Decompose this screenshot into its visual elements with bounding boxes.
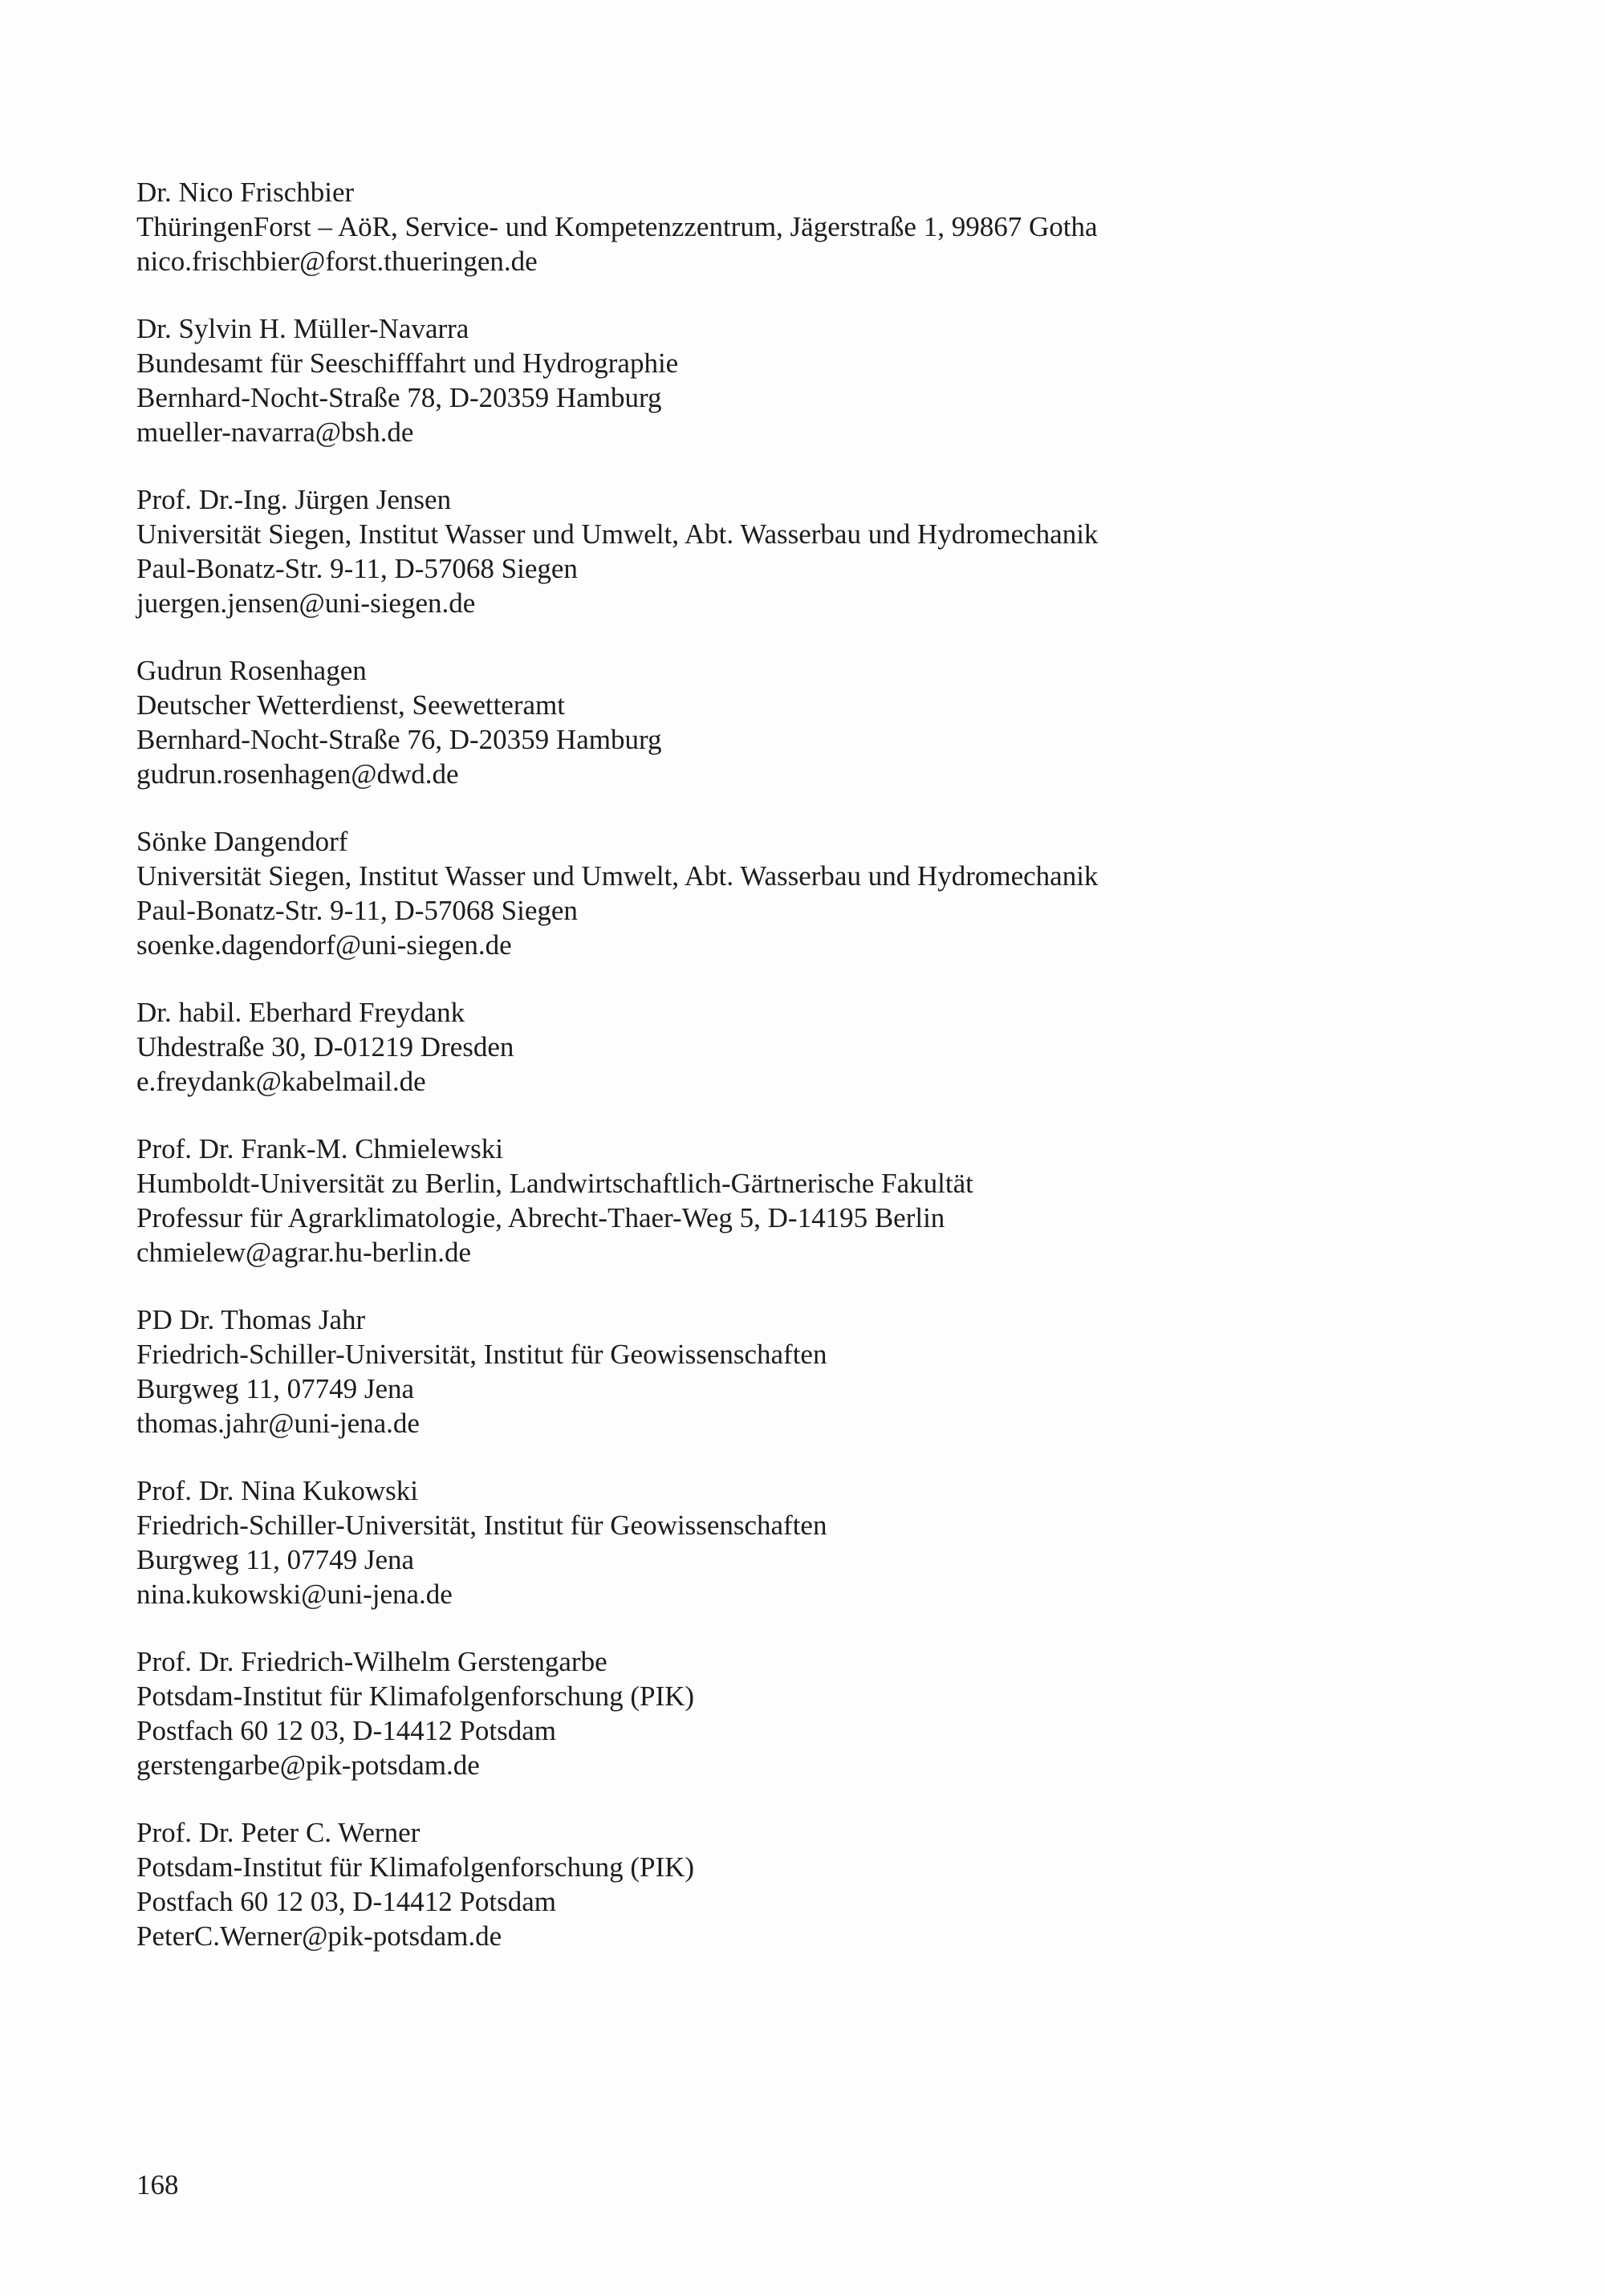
contact-email: nico.frischbier@forst.thueringen.de <box>136 246 538 277</box>
contact-name: Dr. Nico Frischbier <box>136 177 355 208</box>
contact-entry <box>136 824 1501 962</box>
contact-affiliation: Humboldt-Universität zu Berlin, Landwirtschaftlich-Gärtnerische Fakultät <box>136 1168 973 1199</box>
contact-email: soenke.dagendorf@uni-siegen.de <box>136 929 512 961</box>
contact-name: Prof. Dr. Frank-M. Chmielewski <box>136 1133 503 1164</box>
contact-email: gerstengarbe@pik-potsdam.de <box>136 1749 480 1781</box>
contact-entry <box>136 1473 1501 1611</box>
contact-address: Burgweg 11, 07749 Jena <box>136 1544 415 1575</box>
contact-affiliation: Friedrich-Schiller-Universität, Institut für Geowissenschaften <box>136 1510 827 1541</box>
contact-name: Dr. habil. Eberhard Freydank <box>136 997 465 1028</box>
contact-name: Sönke Dangendorf <box>136 826 348 857</box>
contact-name: PD Dr. Thomas Jahr <box>136 1304 366 1335</box>
contact-list <box>136 175 1501 1986</box>
contact-address: Paul-Bonatz-Str. 9-11, D-57068 Siegen <box>136 553 578 584</box>
contact-email: mueller-navarra@bsh.de <box>136 417 414 448</box>
contact-email: PeterC.Werner@pik-potsdam.de <box>136 1920 502 1952</box>
contact-address: Postfach 60 12 03, D-14412 Potsdam <box>136 1886 557 1917</box>
contact-address: Bernhard-Nocht-Straße 78, D-20359 Hamburg <box>136 382 662 413</box>
contact-entry <box>136 995 1501 1099</box>
contact-affiliation: Universität Siegen, Institut Wasser und Umwelt, Abt. Wasserbau und Hydromechanik <box>136 518 1099 550</box>
contact-email: juergen.jensen@uni-siegen.de <box>136 587 476 619</box>
contact-name: Dr. Sylvin H. Müller-Navarra <box>136 313 469 344</box>
page-number: 168 <box>136 2169 179 2201</box>
contact-email: e.freydank@kabelmail.de <box>136 1066 426 1097</box>
contact-name: Prof. Dr. Friedrich-Wilhelm Gerstengarbe <box>136 1646 607 1677</box>
contact-email: chmielew@agrar.hu-berlin.de <box>136 1237 472 1268</box>
contact-address: Uhdestraße 30, D-01219 Dresden <box>136 1031 514 1063</box>
contact-entry <box>136 1132 1501 1270</box>
contact-address: Postfach 60 12 03, D-14412 Potsdam <box>136 1715 557 1746</box>
contact-entry <box>136 1815 1501 1953</box>
contact-entry <box>136 1644 1501 1782</box>
contact-affiliation: Potsdam-Institut für Klimafolgenforschung (PIK) <box>136 1851 695 1883</box>
contact-entry <box>136 482 1501 620</box>
contact-address: Burgweg 11, 07749 Jena <box>136 1373 415 1404</box>
contact-entry <box>136 311 1501 449</box>
contact-name: Prof. Dr.-Ing. Jürgen Jensen <box>136 484 452 515</box>
contact-address: Professur für Agrarklimatologie, Abrecht-Thaer-Weg 5, D-14195 Berlin <box>136 1202 945 1233</box>
contact-entry <box>136 1302 1501 1441</box>
contact-name: Prof. Dr. Peter C. Werner <box>136 1817 421 1848</box>
contact-email: nina.kukowski@uni-jena.de <box>136 1579 453 1610</box>
contact-affiliation: ThüringenForst – AöR, Service- und Kompetenzzentrum, Jägerstraße 1, 99867 Gotha <box>136 211 1098 242</box>
contact-affiliation: Deutscher Wetterdienst, Seewetteramt <box>136 689 565 721</box>
contact-email: thomas.jahr@uni-jena.de <box>136 1408 420 1439</box>
contact-affiliation: Universität Siegen, Institut Wasser und Umwelt, Abt. Wasserbau und Hydromechanik <box>136 860 1099 892</box>
contact-email: gudrun.rosenhagen@dwd.de <box>136 758 459 790</box>
contact-affiliation: Bundesamt für Seeschifffahrt und Hydrographie <box>136 347 679 379</box>
contact-affiliation: Potsdam-Institut für Klimafolgenforschung (PIK) <box>136 1680 695 1712</box>
contact-affiliation: Friedrich-Schiller-Universität, Institut für Geowissenschaften <box>136 1339 827 1370</box>
contact-entry <box>136 653 1501 791</box>
contact-entry <box>136 175 1501 278</box>
contact-name: Prof. Dr. Nina Kukowski <box>136 1475 418 1506</box>
contact-address: Bernhard-Nocht-Straße 76, D-20359 Hamburg <box>136 724 662 755</box>
contact-name: Gudrun Rosenhagen <box>136 655 367 686</box>
contact-address: Paul-Bonatz-Str. 9-11, D-57068 Siegen <box>136 895 578 926</box>
